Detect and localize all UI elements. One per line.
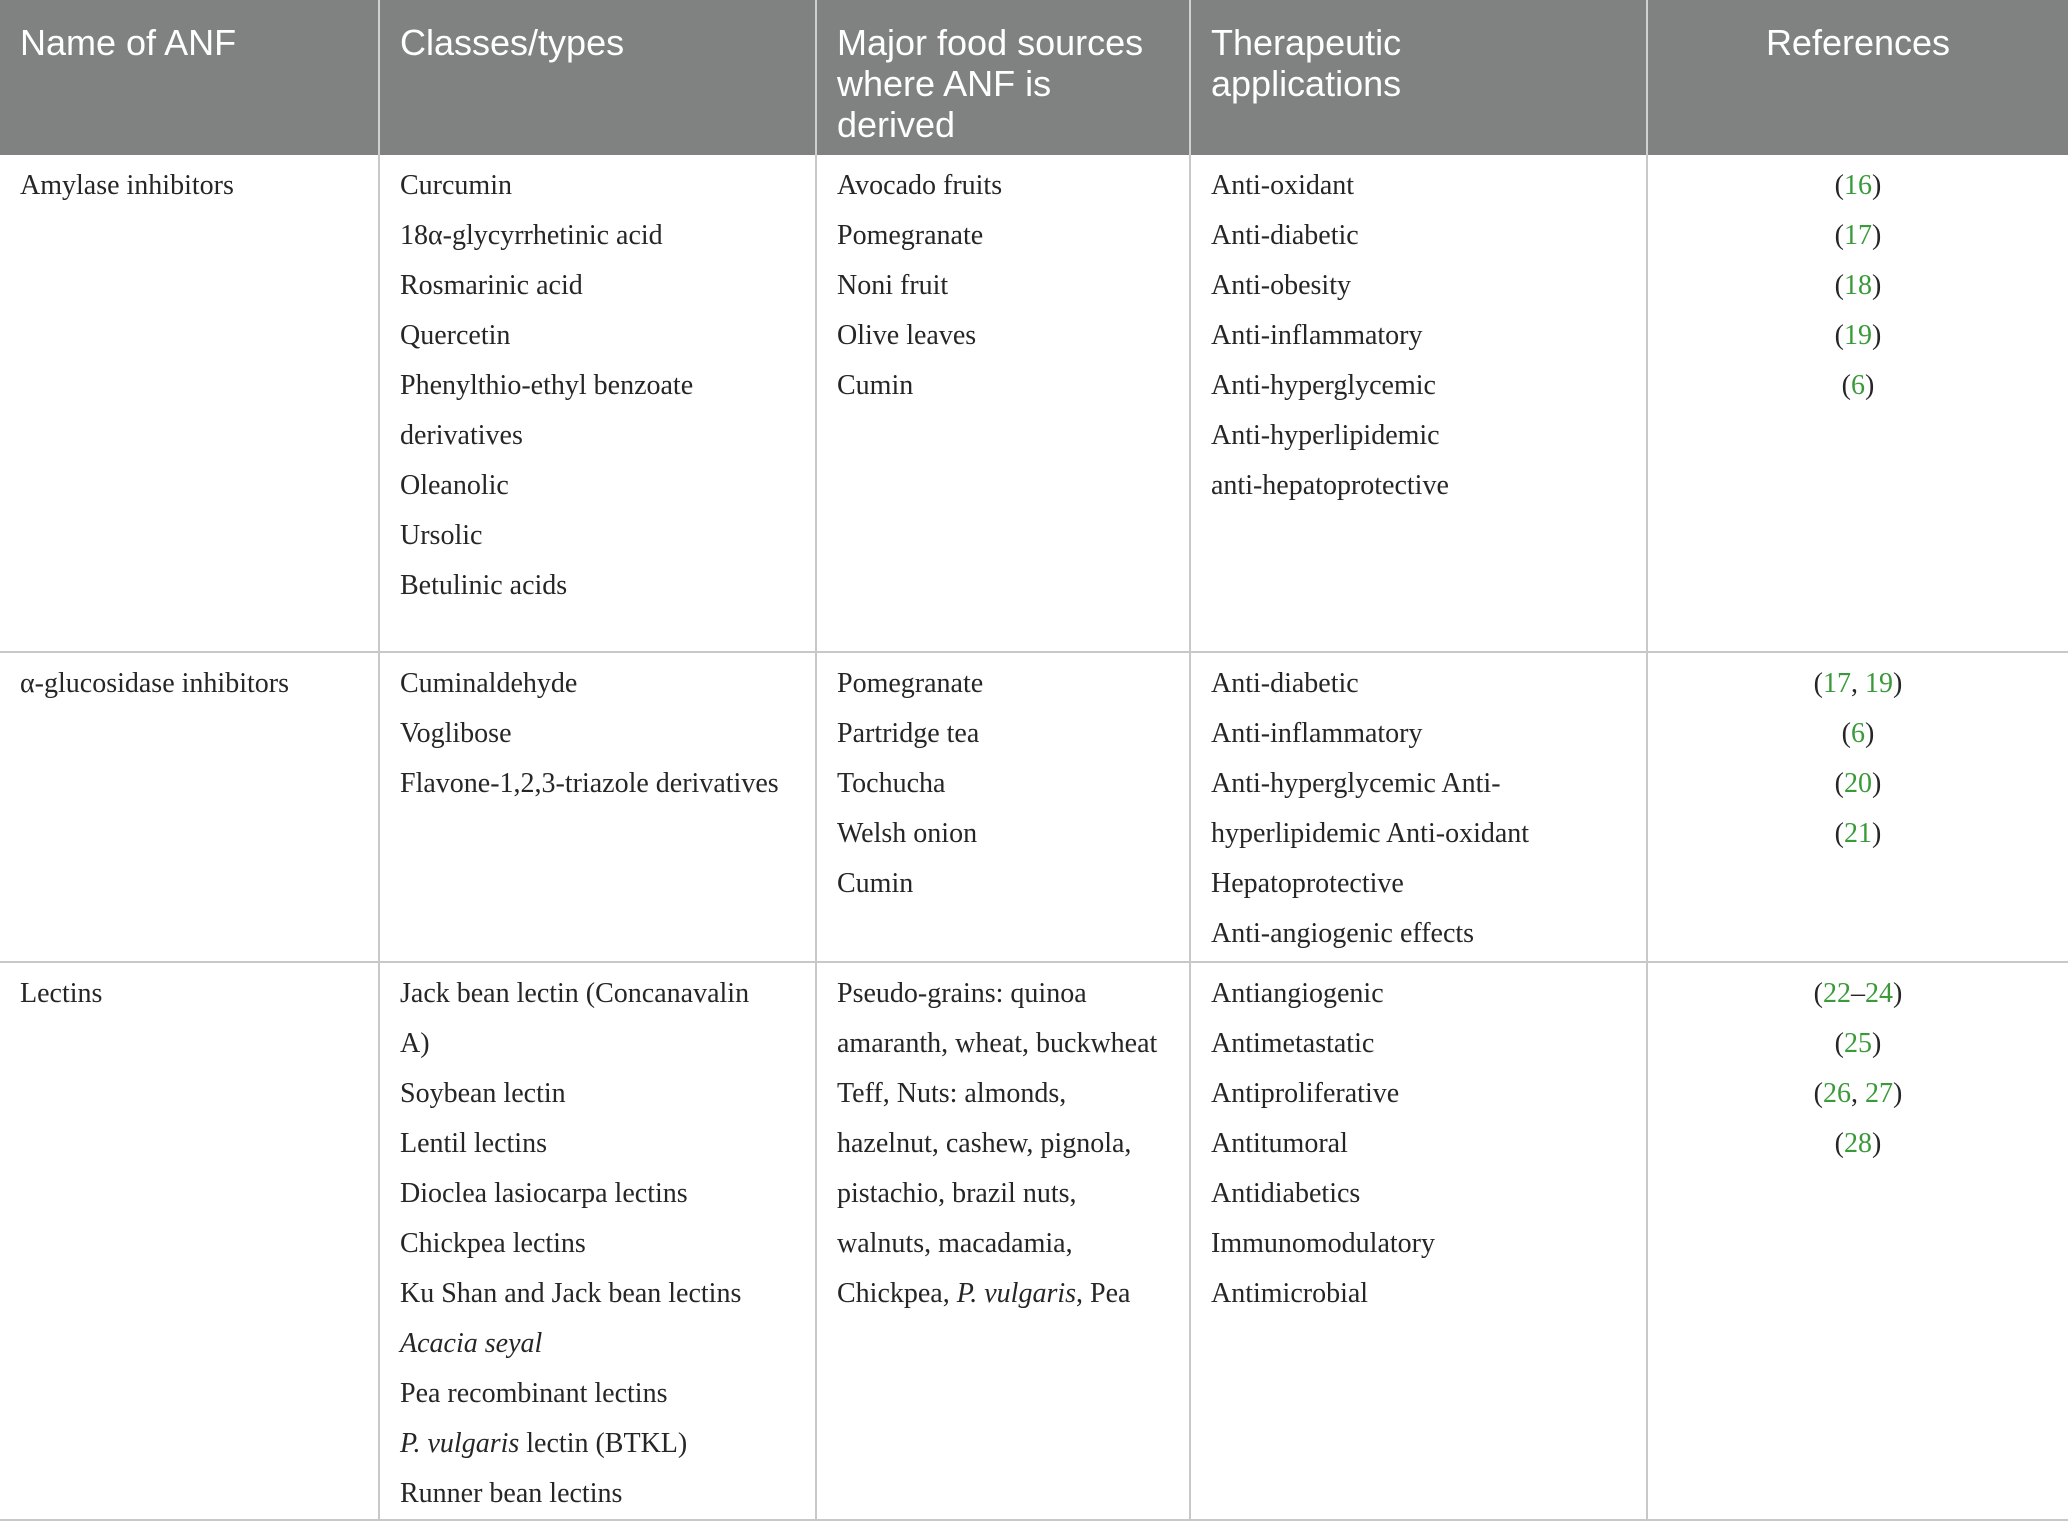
header-classes: Classes/types bbox=[379, 0, 816, 155]
reference-link[interactable]: 17 bbox=[1844, 220, 1872, 251]
reference-link[interactable]: 25 bbox=[1844, 1028, 1872, 1059]
therapeutic-cell: Anti-oxidant Anti-diabetic Anti-obesity Anti-inflammatory Anti-hyperglycemic Anti-hyperlipidemic anti-hepatoprotective bbox=[1190, 155, 1647, 652]
anf-name-cell: α-glucosidase inhibitors bbox=[0, 652, 379, 962]
reference-entry: (20) bbox=[1834, 768, 1882, 799]
reference-entry: (22–24) bbox=[1813, 978, 1903, 1009]
reference-entry: (25) bbox=[1834, 1028, 1882, 1059]
reference-link[interactable]: 20 bbox=[1844, 768, 1872, 799]
mixed-line: Chickpea, P. vulgaris, Pea bbox=[837, 1278, 1131, 1309]
reference-link[interactable]: 17 bbox=[1823, 668, 1851, 699]
table-row bbox=[0, 962, 2068, 1520]
reference-link[interactable]: 18 bbox=[1844, 270, 1872, 301]
reference-link[interactable]: 24 bbox=[1865, 978, 1893, 1009]
reference-entry: (18) bbox=[1834, 270, 1882, 301]
reference-entry: (6) bbox=[1841, 718, 1875, 749]
reference-link[interactable]: 16 bbox=[1844, 170, 1872, 201]
header-therapeutic: Therapeutic applications bbox=[1190, 0, 1647, 155]
classes-cell: Curcumin 18α-glycyrrhetinic acid Rosmarinic acid Quercetin Phenylthio-ethyl benzoate derivatives Oleanolic Ursolic Betulinic acids bbox=[379, 155, 816, 652]
reference-link[interactable]: 22 bbox=[1823, 978, 1851, 1009]
reference-entry: (17, 19) bbox=[1813, 668, 1903, 699]
reference-link[interactable]: 19 bbox=[1865, 668, 1893, 699]
sources-cell: Pseudo-grains: quinoa amaranth, wheat, buckwheat Teff, Nuts: almonds, hazelnut, cashew, pignola, pistachio, brazil nuts, walnuts, macadamia, Chickpea, P. vulgaris, Pea bbox=[816, 962, 1190, 1520]
reference-link[interactable]: 6 bbox=[1851, 370, 1865, 401]
reference-entry: (26, 27) bbox=[1813, 1078, 1903, 1109]
therapeutic-cell: Anti-diabetic Anti-inflammatory Anti-hyperglycemic Anti- hyperlipidemic Anti-oxidant Hepatoprotective Anti-angiogenic effects bbox=[1190, 652, 1647, 962]
classes-cell: Cuminaldehyde Voglibose Flavone-1,2,3-triazole derivatives bbox=[379, 652, 816, 962]
reference-entry: (17) bbox=[1834, 220, 1882, 251]
reference-link[interactable]: 28 bbox=[1844, 1128, 1872, 1159]
reference-entry: (19) bbox=[1834, 320, 1882, 351]
classes-cell: Jack bean lectin (Concanavalin A) Soybean lectin Lentil lectins Dioclea lasiocarpa lectins Chickpea lectins Ku Shan and Jack bean lectins Acacia seyal Pea recombinant lectins P. vulgaris lectin (BTKL) Runner bean lectins bbox=[379, 962, 816, 1520]
table-row bbox=[0, 652, 2068, 962]
references-cell bbox=[1647, 652, 2068, 962]
anf-name-cell: Amylase inhibitors bbox=[0, 155, 379, 652]
sources-cell: Avocado fruits Pomegranate Noni fruit Olive leaves Cumin bbox=[816, 155, 1190, 652]
therapeutic-cell: Antiangiogenic Antimetastatic Antiproliferative Antitumoral Antidiabetics Immunomodulatory Antimicrobial bbox=[1190, 962, 1647, 1520]
references-cell bbox=[1647, 155, 2068, 652]
mixed-line: P. vulgaris lectin (BTKL) bbox=[400, 1428, 688, 1459]
reference-link[interactable]: 26 bbox=[1823, 1078, 1851, 1109]
reference-entry: (21) bbox=[1834, 818, 1882, 849]
reference-entry: (28) bbox=[1834, 1128, 1882, 1159]
header-name: Name of ANF bbox=[0, 0, 379, 155]
reference-link[interactable]: 21 bbox=[1844, 818, 1872, 849]
header-references: References bbox=[1647, 0, 2068, 155]
table-row bbox=[0, 155, 2068, 652]
sources-cell: Pomegranate Partridge tea Tochucha Welsh onion Cumin bbox=[816, 652, 1190, 962]
reference-link[interactable]: 27 bbox=[1865, 1078, 1893, 1109]
header-row bbox=[0, 0, 2068, 155]
reference-link[interactable]: 19 bbox=[1844, 320, 1872, 351]
reference-entry: (16) bbox=[1834, 170, 1882, 201]
header-sources: Major food sources where ANF is derived bbox=[816, 0, 1190, 155]
reference-link[interactable]: 6 bbox=[1851, 718, 1865, 749]
reference-entry: (6) bbox=[1841, 370, 1875, 401]
anf-name-cell: Lectins bbox=[0, 962, 379, 1520]
references-cell bbox=[1647, 962, 2068, 1520]
